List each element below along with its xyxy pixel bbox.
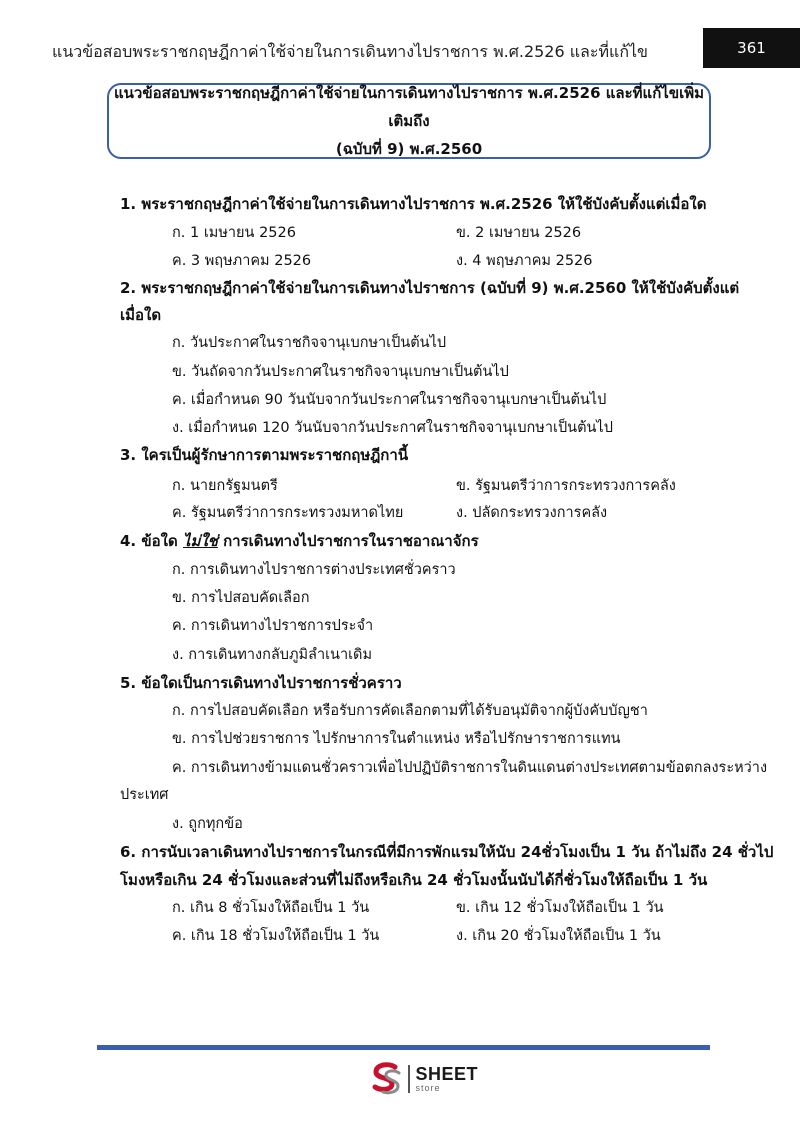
- question-1-option-d: ง. 4 พฤษภาคม 2526: [456, 253, 593, 269]
- question-2-option-a: ก. วันประกาศในราชกิจจานุเบกษาเป็นต้นไป: [172, 335, 447, 351]
- question-2-line1: 2. พระราชกฤษฎีกาค่าใช้จ่ายในการเดินทางไปราชการ (ฉบับที่ 9) พ.ศ.2560 ให้ใช้บังคับตั้งแต่: [120, 279, 740, 297]
- question-5: 5. ข้อใดเป็นการเดินทางไปราชการชั่วคราว: [120, 674, 402, 692]
- question-3-option-b: ข. รัฐมนตรีว่าการกระทรวงการคลัง: [456, 478, 676, 494]
- running-header-title: แนวข้อสอบพระราชกฤษฎีกาค่าใช้จ่ายในการเดินทางไปราชการ พ.ศ.2526 และที่แก้ไข: [52, 42, 648, 61]
- question-2-option-d: ง. เมื่อกำหนด 120 วันนับจากวันประกาศในราชกิจจานุเบกษาเป็นต้นไป: [172, 420, 613, 436]
- logo-subtext: store: [415, 1083, 441, 1093]
- question-6-line1: 6. การนับเวลาเดินทางไปราชการในกรณีที่มีการพักแรมให้นับ 24ชั่วโมงเป็น 1 วัน ถ้าไม่ถึง 24 ชั่วไป: [120, 843, 774, 861]
- question-3: 3. ใครเป็นผู้รักษาการตามพระราชกฤษฎีกานี้: [120, 446, 409, 464]
- question-6-option-b: ข. เกิน 12 ชั่วโมงให้ถือเป็น 1 วัน: [456, 900, 664, 916]
- page-number: 361: [703, 28, 800, 68]
- question-5-option-d: ง. ถูกทุกข้อ: [172, 816, 243, 832]
- footer-divider: [97, 1045, 710, 1050]
- question-5-option-c-continued: ประเทศ: [120, 787, 169, 803]
- question-6-line2: โมงหรือเกิน 24 ชั่วโมงและส่วนที่ไม่ถึงหรือเกิน 24 ชั่วโมงนั้นนับได้กี่ชั่วโมงให้ถือเป็น 1 วัน: [120, 871, 708, 889]
- question-5-option-b: ข. การไปช่วยราชการ ไปรักษาการในตำแหน่ง หรือไปรักษาราชการแทน: [172, 731, 621, 747]
- question-2-option-c: ค. เมื่อกำหนด 90 วันนับจากวันประกาศในราชกิจจานุเบกษาเป็นต้นไป: [172, 392, 607, 408]
- question-4: [120, 531, 479, 551]
- question-6-option-c: ค. เกิน 18 ชั่วโมงให้ถือเป็น 1 วัน: [172, 928, 380, 944]
- question-4-option-c: ค. การเดินทางไปราชการประจำ: [172, 618, 374, 634]
- question-3-option-c: ค. รัฐมนตรีว่าการกระทรวงมหาดไทย: [172, 505, 404, 521]
- question-4-option-d: ง. การเดินทางกลับภูมิลำเนาเดิม: [172, 647, 373, 663]
- question-1: 1. พระราชกฤษฎีกาค่าใช้จ่ายในการเดินทางไปราชการ พ.ศ.2526 ให้ใช้บังคับตั้งแต่เมื่อใด: [120, 195, 707, 213]
- question-3-option-d: ง. ปลัดกระทรวงการคลัง: [456, 505, 608, 521]
- question-4-emphasis: ไม่ใช่: [182, 532, 218, 550]
- logo-text: SHEET: [415, 1064, 479, 1084]
- question-4-suffix: การเดินทางไปราชการในราชอาณาจักร: [217, 532, 479, 550]
- question-4-option-b: ข. การไปสอบคัดเลือก: [172, 590, 310, 606]
- question-5-option-a: ก. การไปสอบคัดเลือก หรือรับการคัดเลือกตามที่ได้รับอนุมัติจากผู้บังคับบัญชา: [172, 703, 648, 719]
- sheet-store-logo-icon: [368, 1061, 406, 1097]
- question-4-prefix: 4. ข้อใด: [120, 532, 183, 550]
- sheet-store-logo: [368, 1061, 478, 1097]
- document-title-line1: แนวข้อสอบพระราชกฤษฎีกาค่าใช้จ่ายในการเดินทางไปราชการ พ.ศ.2526 และที่แก้ไขเพิ่มเติมถึง: [114, 84, 704, 130]
- question-5-option-c: ค. การเดินทางข้ามแดนชั่วคราวเพื่อไปปฏิบัติราชการในดินแดนต่างประเทศตามข้อตกลงระหว่าง: [172, 760, 768, 776]
- question-4-option-a: ก. การเดินทางไปราชการต่างประเทศชั่วคราว: [172, 562, 456, 578]
- question-2-line2: เมื่อใด: [120, 306, 162, 324]
- question-1-option-b: ข. 2 เมษายน 2526: [456, 225, 582, 241]
- question-1-option-a: ก. 1 เมษายน 2526: [172, 225, 296, 241]
- question-3-option-a: ก. นายกรัฐมนตรี: [172, 478, 278, 494]
- question-6-option-d: ง. เกิน 20 ชั่วโมงให้ถือเป็น 1 วัน: [456, 928, 661, 944]
- question-2-option-b: ข. วันถัดจากวันประกาศในราชกิจจานุเบกษาเป็นต้นไป: [172, 364, 509, 380]
- question-1-option-c: ค. 3 พฤษภาคม 2526: [172, 253, 312, 269]
- document-title-line2: (ฉบับที่ 9) พ.ศ.2560: [335, 140, 483, 158]
- logo-separator: [408, 1065, 410, 1093]
- question-6-option-a: ก. เกิน 8 ชั่วโมงให้ถือเป็น 1 วัน: [172, 900, 370, 916]
